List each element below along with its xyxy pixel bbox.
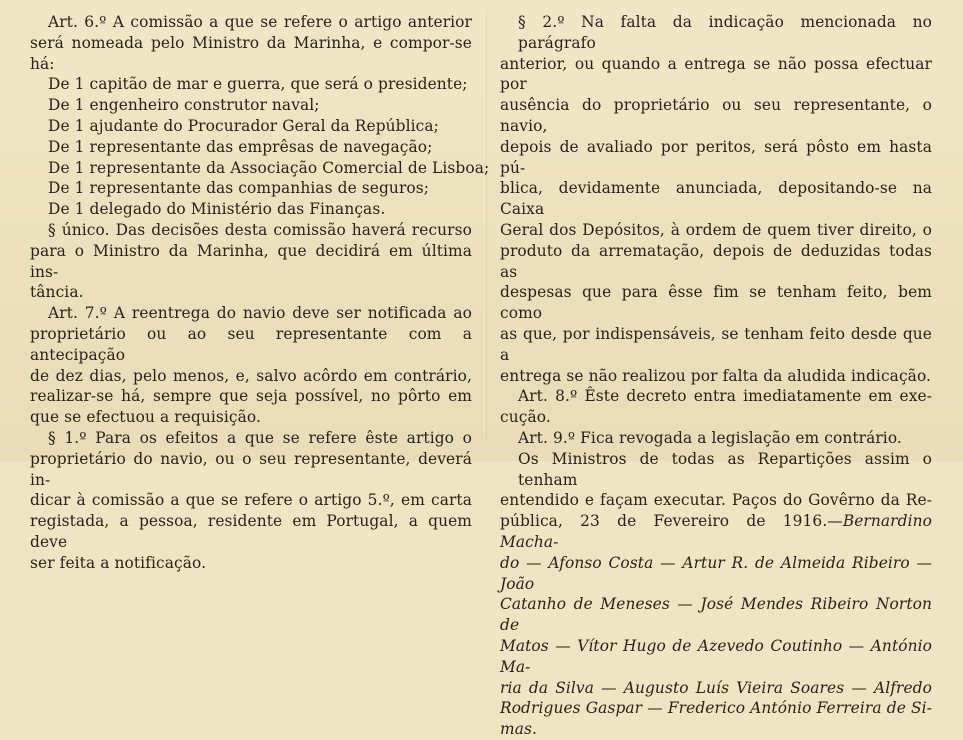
text-line: proprietário do navio, ou o seu representante, deverá in- xyxy=(30,449,472,489)
text-line: Art. 9.º Fica revogada a legislação em contrário. xyxy=(518,428,902,447)
member-line: De 1 capitão de mar e guerra, que será o presidente; xyxy=(48,75,468,94)
text-line: de dez dias, pelo menos, e, salvo acôrdo em contrário, xyxy=(30,366,472,385)
text-line: Geral dos Depósitos, à ordem de quem tiver direito, o xyxy=(500,220,932,239)
text-line: § único. Das decisões desta comissão haverá recurso xyxy=(48,220,472,239)
text-line: tância. xyxy=(30,283,84,302)
text-line: depois de avaliado por peritos, será pôsto em hasta pú- xyxy=(500,137,932,177)
text-line: anterior, ou quando a entrega se não possa efectuar por xyxy=(500,54,932,94)
article-7 xyxy=(30,303,472,428)
member-line: De 1 ajudante do Procurador Geral da República; xyxy=(48,116,439,135)
member-line: De 1 delegado do Ministério das Finanças. xyxy=(48,200,386,219)
date-text: pública, 23 de Fevereiro de 1916.— xyxy=(500,512,843,531)
text-line: blica, devidamente anunciada, depositando-se na Caixa xyxy=(500,179,932,219)
text-line: que se efectuou a requisição. xyxy=(30,408,261,427)
signature-line: Catanho de Meneses — José Mendes Ribeiro Norton de xyxy=(500,595,932,635)
right-column xyxy=(500,12,932,740)
text-line: ser feita a notificação. xyxy=(30,553,207,572)
article-9 xyxy=(500,428,932,740)
article-8 xyxy=(500,386,932,428)
member-line: De 1 representante da Associação Comercial de Lisboa; xyxy=(48,158,490,177)
text-line: realizar-se há, sempre que seja possível, no pôrto em xyxy=(30,387,472,406)
text-line: será nomeada pelo Ministro da Marinha, e compor-se há: xyxy=(30,33,472,73)
text-line: proprietário ou ao seu representante com a antecipação xyxy=(30,324,472,364)
paragraph-1 xyxy=(30,428,472,574)
article-6 xyxy=(30,12,490,303)
text-line: despesas que para êsse fim se tenham feito, bem como xyxy=(500,283,932,323)
signature-line: ria da Silva — Augusto Luís Vieira Soares — Alfredo xyxy=(500,678,932,697)
signature-line: do — Afonso Costa — Artur R. de Almeida Ribeiro — João xyxy=(500,553,932,593)
member-line: De 1 engenheiro construtor naval; xyxy=(48,96,320,115)
text-line: entrega se não realizou por falta da aludida indicação. xyxy=(500,366,932,385)
signature-line: Matos — Vítor Hugo de Azevedo Coutinho — António Ma- xyxy=(500,636,932,676)
signature-line: mas. xyxy=(500,720,537,739)
text-line: cução. xyxy=(500,408,551,427)
text-line: ausência do proprietário ou seu representante, o navio, xyxy=(500,96,932,135)
text-line: § 2.º Na falta da indicação mencionada no parágrafo xyxy=(518,13,932,52)
text-line: produto da arrematação, depois de deduzidas todas as xyxy=(500,241,932,281)
date-signature-line xyxy=(500,511,932,553)
text-line: registada, a pessoa, residente em Portugal, a quem deve xyxy=(30,512,472,551)
signature-line: Rodrigues Gaspar — Frederico António Ferreira de Si- xyxy=(500,699,932,718)
text-line: dicar à comissão a que se refere o artigo 5.º, em carta xyxy=(30,491,472,510)
member-line: De 1 representante das emprêsas de navegação; xyxy=(48,137,433,156)
text-line: Art. 8.º Êste decreto entra imediatamente em exe- xyxy=(518,387,932,406)
paragraph-2 xyxy=(500,12,932,386)
text-line: Art. 6.º A comissão a que se refere o artigo anterior xyxy=(48,13,472,31)
text-line: Os Ministros de todas as Repartições assim o tenham xyxy=(518,449,932,489)
member-line: De 1 representante das companhias de seguros; xyxy=(48,179,430,198)
text-line: as que, por indispensáveis, se tenham feito desde que a xyxy=(500,324,932,364)
text-line: entendido e façam executar. Paços do Govêrno da Re- xyxy=(500,491,932,510)
text-line: para o Ministro da Marinha, que decidirá em última ins- xyxy=(30,241,472,281)
text-line: § 1.º Para os efeitos a que se refere êste artigo o xyxy=(48,428,472,447)
text-line: Art. 7.º A reentrega do navio deve ser notificada ao xyxy=(48,304,472,323)
signature-name: Bernardino Macha- xyxy=(500,512,932,551)
column-divider xyxy=(486,10,487,440)
left-column xyxy=(30,12,490,574)
